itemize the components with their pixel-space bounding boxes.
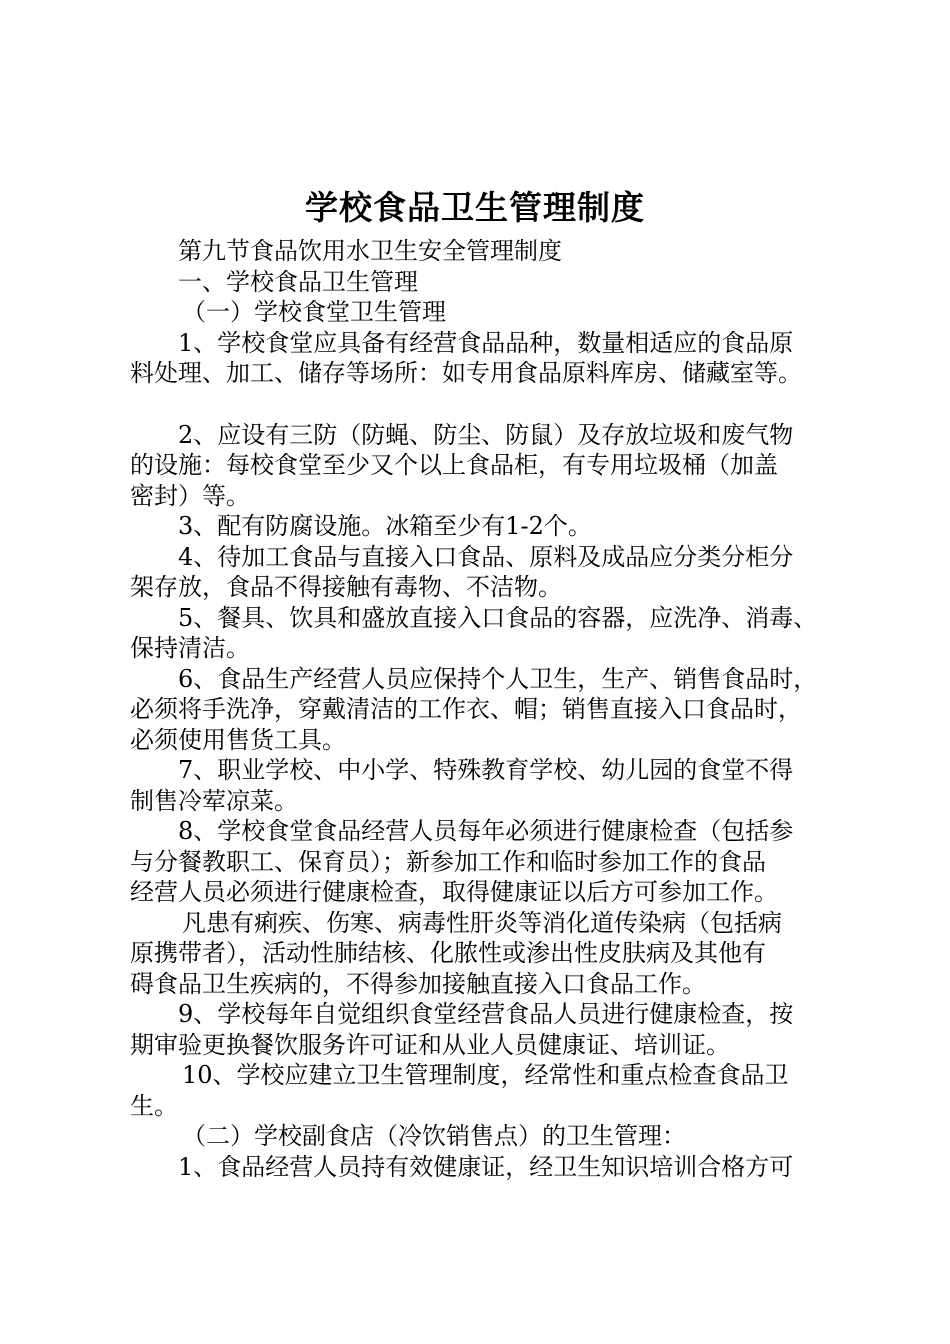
paragraph-line: 料处理、加工、储存等场所：如专用食品原料库房、储藏室等。: [130, 359, 802, 387]
paragraph-line: 4、待加工食品与直接入口食品、原料及成品应分类分柜分: [178, 542, 794, 571]
paragraph-item-9: [130, 999, 860, 1030]
paragraph-item-2: [130, 420, 860, 451]
paragraph-item-10: [130, 1060, 860, 1091]
paragraph-line: 保持清洁。: [130, 634, 250, 662]
paragraph-line: 经营人员必须进行健康检查，取得健康证以后方可参加工作。: [130, 878, 778, 906]
paragraph-item-8: [130, 816, 860, 847]
paragraph-line: 生。: [130, 1091, 178, 1120]
paragraph-item-9-cont: [130, 1030, 860, 1061]
paragraph-line: 7、职业学校、中小学、特殊教育学校、幼儿园的食堂不得: [178, 756, 794, 784]
paragraph-item-4: [130, 542, 860, 573]
document-body: [130, 236, 860, 1182]
paragraph-last: 1、食品经营人员持有效健康证，经卫生知识培训合格方可: [178, 1152, 794, 1181]
paragraph-line: 1、学校食堂应具备有经营食品品种，数量相适应的食品原: [178, 328, 794, 357]
paragraph-line: 10、学校应建立卫生管理制度，经常性和重点检查食品卫: [182, 1061, 789, 1089]
paragraph-line: 碍食品卫生疾病的，不得参加接触直接入口食品工作。: [130, 969, 706, 998]
paragraph-line: 凡患有痢疾、伤寒、病毒性肝炎等消化道传染病（包括病: [182, 908, 782, 937]
paragraph-item-2-cont: [130, 450, 860, 511]
heading-2: （一）学校食堂卫生管理: [182, 298, 446, 326]
paragraph-item-8-cont: [130, 847, 860, 908]
paragraph-line: 原携带者），活动性肺结核、化脓性或渗出性皮肤病及其他有: [130, 939, 766, 967]
section-heading: 第九节食品饮用水卫生安全管理制度: [178, 237, 562, 265]
paragraph-item-1: [130, 328, 860, 359]
paragraph-item-7-cont: [130, 786, 860, 817]
paragraph-line: 3、配有防腐设施。冰箱至少有1-2个。: [178, 512, 592, 540]
heading-3: （二）学校副食店（冷饮销售点）的卫生管理：: [182, 1122, 686, 1150]
paragraph-line: 架存放，食品不得接触有毒物、不洁物。: [130, 573, 562, 601]
paragraph-item-6: [130, 664, 860, 695]
paragraph-item-4-cont: [130, 572, 860, 603]
paragraph-exclusion-cont: [130, 938, 860, 999]
heading-1: 一、学校食品卫生管理: [178, 267, 418, 296]
paragraph-line: 2、应设有三防（防蝇、防尘、防鼠）及存放垃圾和废气物: [178, 420, 794, 449]
paragraph-line: 必须将手洗净，穿戴清洁的工作衣、帽；销售直接入口食品时，: [130, 695, 802, 723]
paragraph-line: 6、食品生产经营人员应保持个人卫生，生产、销售食品时，: [178, 664, 818, 693]
paragraph-line: 必须使用售货工具。: [130, 725, 346, 754]
paragraph-line: 的设施：每校食堂至少又个以上食品柜，有专用垃圾桶（加盖: [130, 451, 778, 479]
paragraph-line: 8、学校食堂食品经营人员每年必须进行健康检查（包括参: [178, 817, 794, 845]
document-title: 学校食品卫生管理制度: [305, 188, 645, 227]
paragraph-item-5-cont: [130, 633, 860, 664]
paragraph-item-3: [130, 511, 860, 542]
paragraph-line: 制售冷荤凉菜。: [130, 786, 298, 815]
paragraph-item-5: [130, 603, 860, 634]
paragraph-line: 期审验更换餐饮服务许可证和从业人员健康证、培训证。: [130, 1030, 730, 1059]
paragraph-item-1-cont: [130, 358, 860, 389]
paragraph-exclusion: [130, 908, 860, 939]
paragraph-line: 5、餐具、饮具和盛放直接入口食品的容器，应洗净、消毒、: [178, 603, 818, 632]
paragraph-item-7: [130, 755, 860, 786]
paragraph-item-6-cont: [130, 694, 860, 755]
paragraph-item-10-cont: [130, 1091, 860, 1122]
paragraph-line: 9、学校每年自觉组织食堂经营食品人员进行健康检查，按: [178, 1000, 794, 1028]
paragraph-line: 与分餐教职工、保育员）；新参加工作和临时参加工作的食品: [130, 847, 766, 876]
blank-line: [130, 389, 860, 420]
paragraph-line: 密封）等。: [130, 481, 250, 510]
